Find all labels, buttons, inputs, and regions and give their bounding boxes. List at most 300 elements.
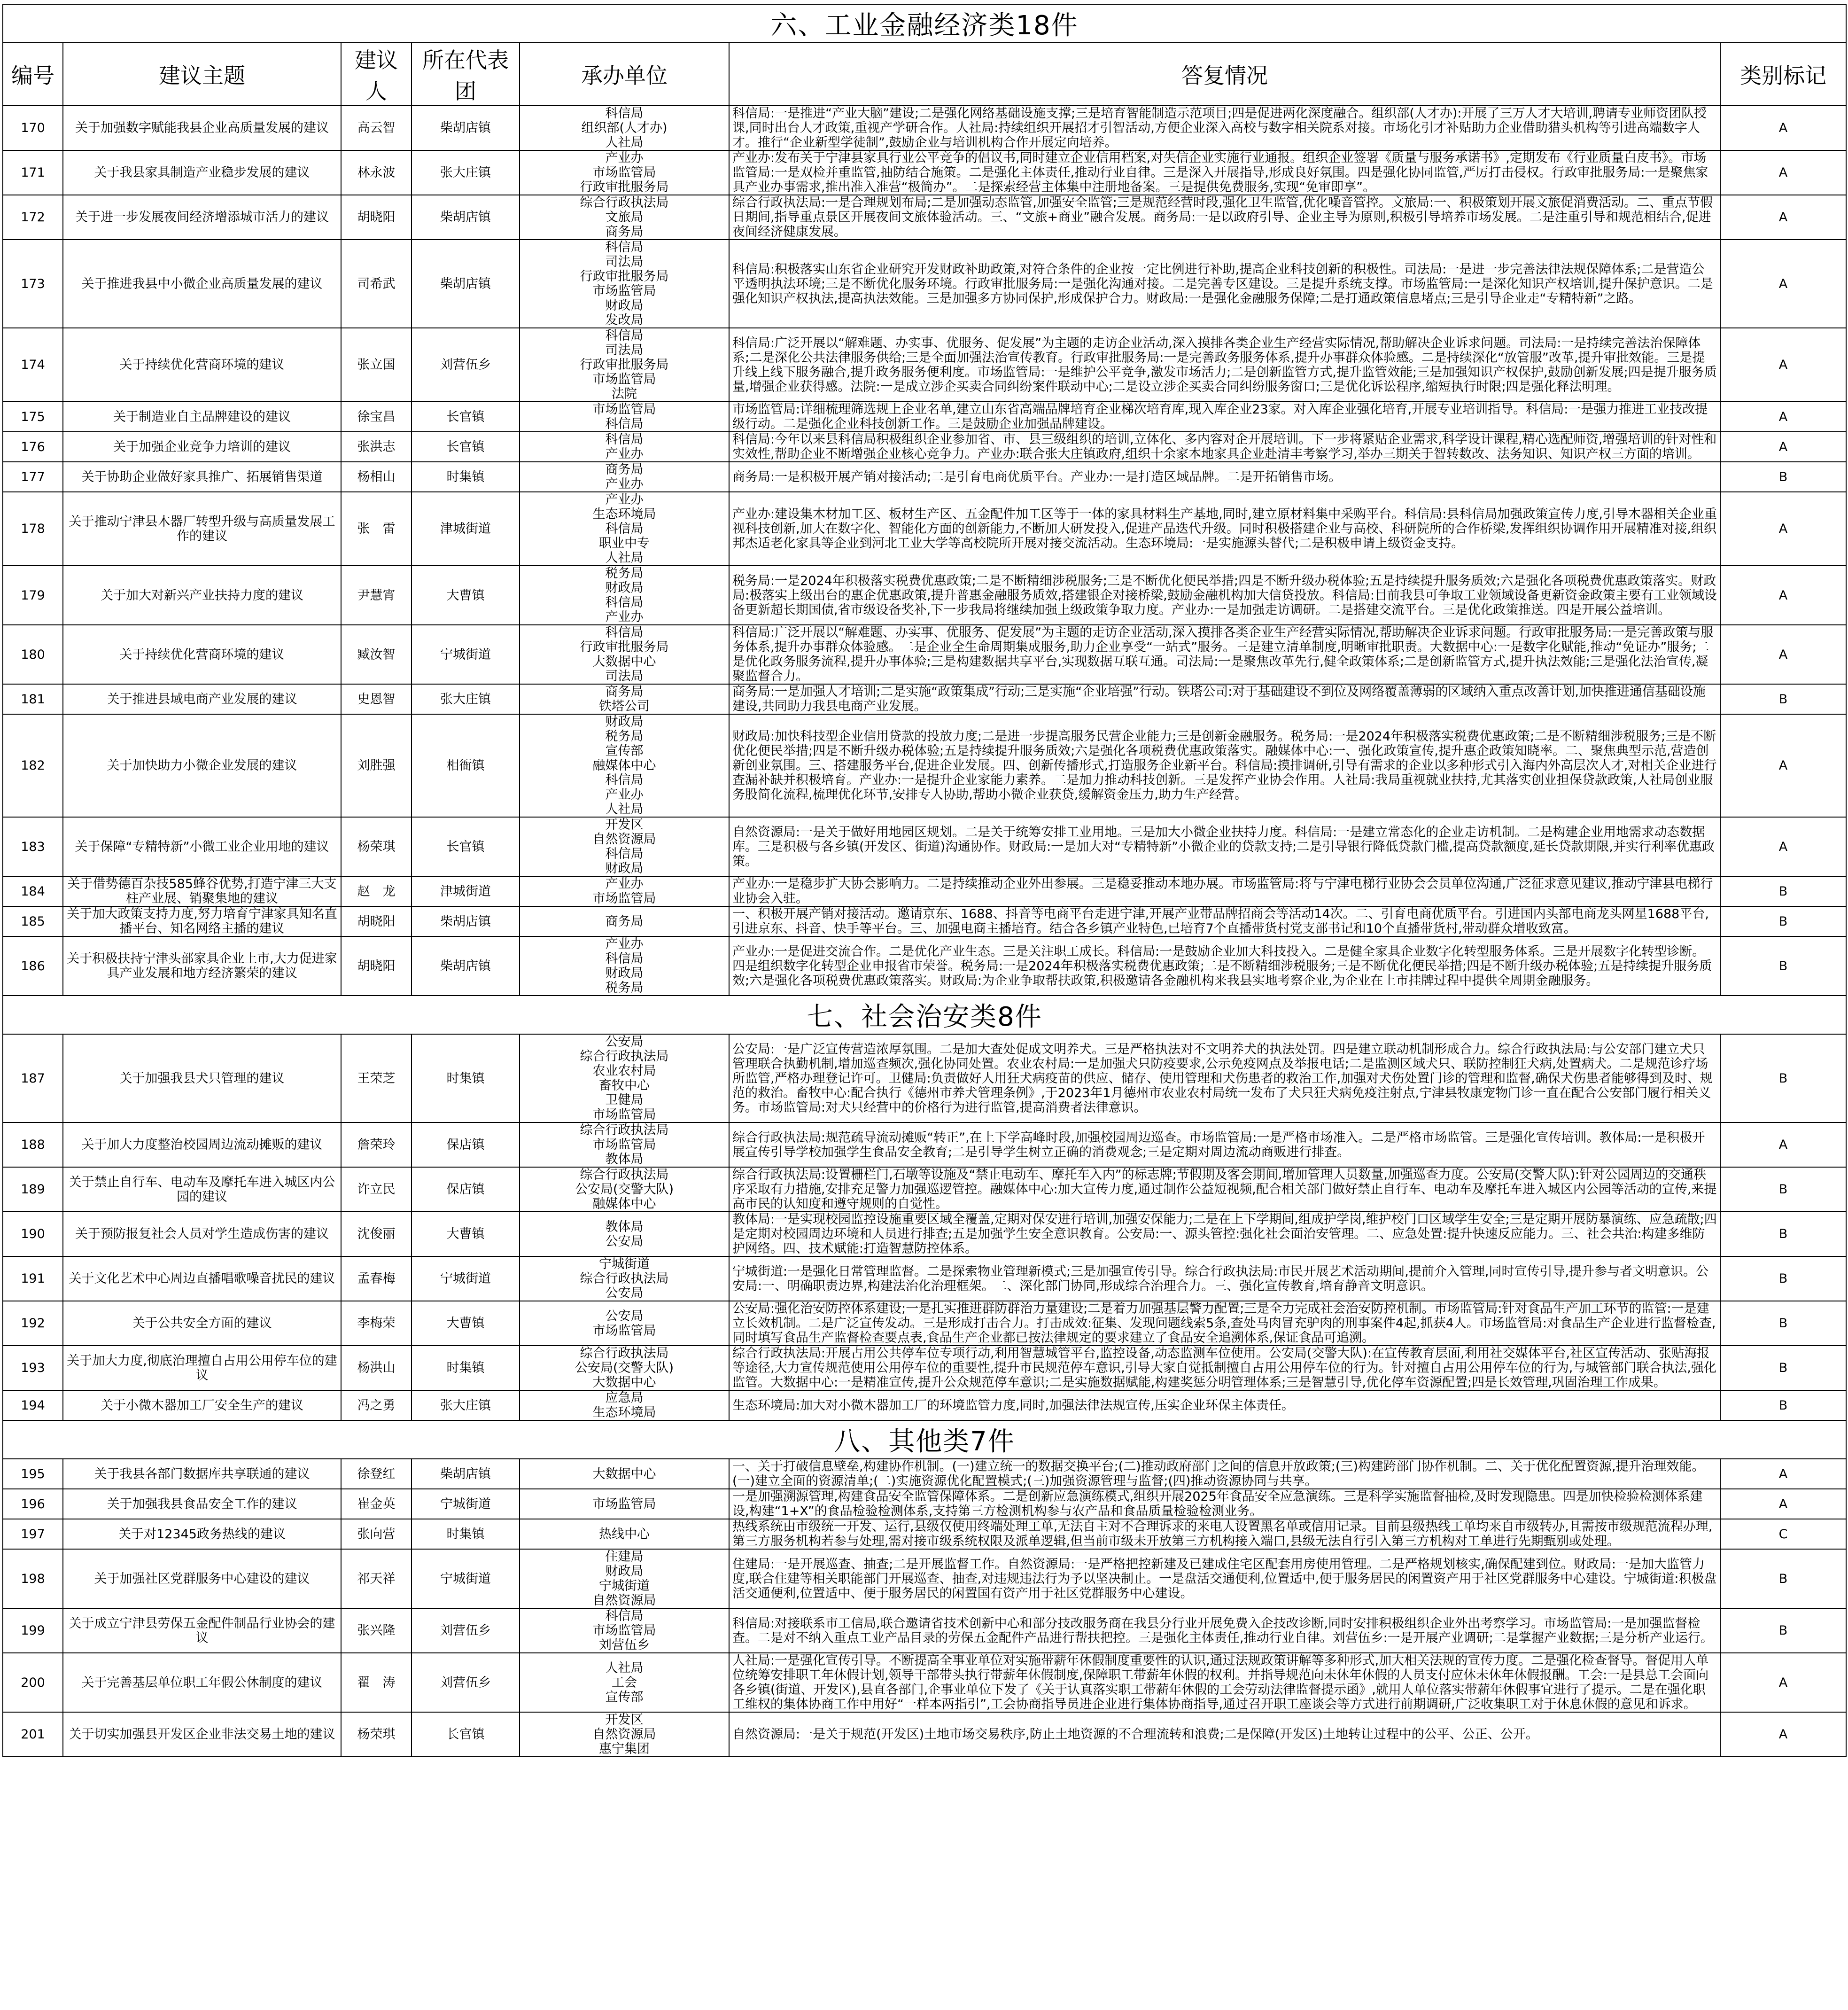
row-reply: 商务局:一是加强人才培训;二是实施“政策集成”行动;三是实施“企业培强”行动。铁塔公司:对于基础建设不到位及网络覆盖薄弱的区域纳入重点改善计划,加快推进通信基础设施建设,共同助力我县电商产业发展。 [729, 684, 1720, 714]
row-number: 171 [3, 150, 63, 195]
row-reply: 公安局:一是广泛宣传营造浓厚氛围。二是加大查处促成文明养犬。三是严格执法对不文明养犬的执法处罚。四是建立联动机制形成合力。综合行政执法局:与公安部门建立犬只管理联合执勤机制,增加巡查频次,强化协同处置。农业农村局:一是加强犬只防疫要求,公示免疫网点及举报电话;二是监测区域犬只、联防控制狂犬病,处置病犬。二是规范诊疗场所监管,严格办理登记许可。卫健局:负责做好人用狂犬病疫苗的供应、储存、使用管理和犬伤患者的救治工作,加强对犬伤处置门诊的管理和监督,确保犬伤患者能够得到及时、规范的救治。畜牧中心:配合执行《德州市养犬管理条例》,于2023年1月德州市农业农村局统一发布了犬只狂犬病免疫注射点,宁津县牧康宠物门诊一直在配合公安部门履行相关义务。市场监管局:对犬只经营中的价格行为进行监管,提高消费者法律意识。 [729, 1034, 1720, 1122]
row-delegation: 时集镇 [412, 1346, 520, 1390]
header-category: 类别标记 [1720, 43, 1846, 106]
row-topic: 关于加大力度整治校园周边流动摊贩的建议 [63, 1122, 341, 1167]
row-units [520, 1608, 729, 1653]
row-topic: 关于对12345政务热线的建议 [63, 1519, 341, 1549]
row-units [520, 106, 729, 150]
unit-name: 商务局 [605, 914, 644, 929]
row-number: 172 [3, 195, 63, 240]
unit-name: 大数据中心 [592, 1375, 656, 1390]
row-category: B [1720, 1034, 1846, 1122]
row-number: 199 [3, 1608, 63, 1653]
unit-name: 自然资源局 [592, 832, 656, 847]
row-number: 197 [3, 1519, 63, 1549]
row-topic: 关于加大力度,彻底治理擅自占用公用停车位的建议 [63, 1346, 341, 1390]
row-number: 196 [3, 1489, 63, 1519]
unit-name: 宣传部 [605, 1690, 644, 1705]
table-row [3, 1653, 1846, 1712]
row-number: 192 [3, 1301, 63, 1346]
table-row [3, 566, 1846, 625]
row-topic: 关于禁止自行车、电动车及摩托车进入城区内公园的建议 [63, 1167, 341, 1212]
unit-name: 市场监管局 [592, 402, 656, 417]
row-units [520, 566, 729, 625]
row-proposer: 徐宝昌 [341, 402, 412, 432]
row-number: 195 [3, 1459, 63, 1489]
row-number: 185 [3, 906, 63, 936]
header-delegation: 所在代表团 [412, 43, 520, 106]
row-topic: 关于我县各部门数据库共享联通的建议 [63, 1459, 341, 1489]
row-topic: 关于成立宁津县劳保五金配件制品行业协会的建议 [63, 1608, 341, 1653]
row-category: A [1720, 195, 1846, 240]
row-topic: 关于加大政策支持力度,努力培育宁津家具知名直播平台、知名网络主播的建议 [63, 906, 341, 936]
unit-name: 科信局 [605, 773, 644, 787]
row-delegation: 柴胡店镇 [412, 906, 520, 936]
unit-name: 产业办 [605, 477, 644, 491]
unit-name: 人社局 [605, 802, 644, 817]
unit-name: 市场监管局 [592, 284, 656, 298]
unit-name: 财政局 [605, 861, 644, 876]
row-topic: 关于切实加强县开发区企业非法交易土地的建议 [63, 1712, 341, 1757]
unit-name: 财政局 [605, 581, 644, 595]
unit-name: 自然资源局 [592, 1593, 656, 1608]
unit-name: 财政局 [605, 1564, 644, 1579]
unit-name: 科信局 [605, 522, 644, 536]
row-topic: 关于公共安全方面的建议 [63, 1301, 341, 1346]
unit-name: 畜牧中心 [599, 1078, 650, 1093]
row-delegation: 宁城街道 [412, 1256, 520, 1301]
table-row [3, 106, 1846, 150]
row-topic: 关于加强企业竞争力培训的建议 [63, 432, 341, 462]
unit-name: 组织部(人才办) [581, 121, 668, 135]
row-number: 194 [3, 1390, 63, 1420]
table-row [3, 684, 1846, 714]
row-number: 180 [3, 625, 63, 684]
table-row [3, 1301, 1846, 1346]
row-number: 201 [3, 1712, 63, 1757]
row-number: 186 [3, 936, 63, 996]
row-proposer: 赵 龙 [341, 876, 412, 906]
unit-name: 公安局 [605, 1234, 644, 1249]
unit-name: 宁城街道 [599, 1579, 650, 1593]
unit-name: 公安局(交警大队) [575, 1361, 674, 1375]
row-topic: 关于加强社区党群服务中心建设的建议 [63, 1549, 341, 1608]
row-units [520, 1549, 729, 1608]
row-topic: 关于完善基层单位职工年假公休制度的建议 [63, 1653, 341, 1712]
row-number: 178 [3, 492, 63, 566]
row-delegation: 刘营伍乡 [412, 328, 520, 402]
unit-name: 商务局 [605, 462, 644, 477]
unit-name: 财政局 [605, 715, 644, 729]
row-reply: 综合行政执法局:一是合理规划布局;二是加强动态监管,加强安全监管;三是规范经营时段,强化卫生监管,优化噪音管控。文旅局:一、积极策划开展文旅促消费活动。二、重点节假日期间,指导重点景区开展夜间文旅体验活动。三、“文旅+商业”融合发展。商务局:一是以政府引导、企业主导为原则,积极引导培养市场发展。二是注重引导和规范相结合,促进夜间经济健康发展。 [729, 195, 1720, 240]
proposal-table [2, 4, 1847, 1757]
unit-name: 司法局 [605, 669, 644, 684]
row-category: B [1720, 1390, 1846, 1420]
row-units [520, 714, 729, 817]
row-category: B [1720, 876, 1846, 906]
row-reply: 科信局:广泛开展以“解难题、办实事、优服务、促发展”为主题的走访企业活动,深入摸排各类企业生产经营实际情况,帮助解决企业诉求问题。行政审批服务局:一是完善政策与服务体系,提升办事群众体验感。二是企业全生命周期集成服务,助力企业享受“一站式”服务。三是建立清单制度,明晰审批职责。大数据中心:一是数字化赋能,推动“免证办”服务;二是优化政务服务流程,提升办事体验;三是构建数据共享平台,实现数据互联互通。司法局:一是聚焦改革先行,健全政策体系;二是创新监管方式,提升执法效能;三是强化法治宣传,凝聚监督合力。 [729, 625, 1720, 684]
unit-name: 科信局 [605, 432, 644, 447]
row-number: 184 [3, 876, 63, 906]
unit-name: 自然资源局 [592, 1727, 656, 1742]
row-category: C [1720, 1519, 1846, 1549]
table-row [3, 1256, 1846, 1301]
section-title-row [3, 996, 1846, 1034]
unit-name: 市场监管局 [592, 1323, 656, 1338]
row-topic: 关于协助企业做好家具推广、拓展销售渠道 [63, 462, 341, 492]
row-proposer: 徐登红 [341, 1459, 412, 1489]
header-row [3, 43, 1846, 106]
row-delegation: 长官镇 [412, 402, 520, 432]
unit-name: 应急局 [605, 1391, 644, 1405]
row-reply: 产业办:发布关于宁津县家具行业公平竞争的倡议书,同时建立企业信用档案,对失信企业实施行业通报。组织企业签署《质量与服务承诺书》,定期发布《行业质量白皮书》。市场监管局:一是双检并重监管,抽防结合施策。二是强化主体责任,推动行业自律。三是深入开展指导,形成良好氛围。四是强化协同监管,严厉打击侵权。行政审批服务局:一是聚焦家具产业办事需求,推出准入准营“极简办”。二是探索经营主体集中注册地备案。三是提供免费服务,实现“免审即享”。 [729, 150, 1720, 195]
row-number: 200 [3, 1653, 63, 1712]
row-number: 177 [3, 462, 63, 492]
row-proposer: 沈俊丽 [341, 1212, 412, 1256]
row-proposer: 杨相山 [341, 462, 412, 492]
row-number: 193 [3, 1346, 63, 1390]
unit-name: 农业农村局 [592, 1064, 656, 1078]
unit-name: 人社局 [605, 551, 644, 565]
row-number: 174 [3, 328, 63, 402]
unit-name: 商务局 [605, 685, 644, 699]
row-number: 181 [3, 684, 63, 714]
row-reply: 公安局:强化治安防控体系建设;一是扎实推进群防群治力量建设;二是着力加强基层警力配置;三是全力完成社会治安防控机制。市场监管局:针对食品生产加工环节的监管:一是建立长效机制。二是广泛宣传发动。三是形成打击合力。打击成效:征集、发现问题线索5条,查处马肉冒充驴肉的刑事案件4起,抓获4人。市场监管局:对食品生产企业进行监督检查,同时填写食品生产监督检查要点表,食品生产企业都已按法律规定的要求建立了食品安全追溯体系,保证食品可追溯。 [729, 1301, 1720, 1346]
row-units [520, 1489, 729, 1519]
row-number: 179 [3, 566, 63, 625]
unit-name: 公安局 [605, 1286, 644, 1301]
unit-name: 发改局 [605, 313, 644, 327]
row-category: A [1720, 1459, 1846, 1489]
unit-name: 科信局 [605, 240, 644, 255]
row-units [520, 1390, 729, 1420]
unit-name: 惠宁集团 [599, 1742, 650, 1756]
row-number: 191 [3, 1256, 63, 1301]
row-reply: 一是加强溯源管理,构建食品安全监管保障体系。二是创新应急演练模式,组织开展2025年食品安全应急演练。三是科学实施监督抽检,及时发现隐患。四是加快检验检测体系建设,构建“1+X”的食品检验检测体系,支持第三方检测机构参与农产品和食品质量检验检测业务。 [729, 1489, 1720, 1519]
row-category: A [1720, 566, 1846, 625]
unit-name: 科信局 [605, 951, 644, 966]
unit-name: 开发区 [605, 1713, 644, 1727]
row-category: A [1720, 817, 1846, 876]
unit-name: 铁塔公司 [599, 699, 650, 714]
table-row [3, 714, 1846, 817]
row-delegation: 长官镇 [412, 432, 520, 462]
row-topic: 关于积极扶持宁津头部家具企业上市,大力促进家具产业发展和地方经济繁荣的建议 [63, 936, 341, 996]
row-reply: 科信局:积极落实山东省企业研究开发财政补助政策,对符合条件的企业按一定比例进行补助,提高企业科技创新的积极性。司法局:一是进一步完善法律法规保障体系;二是营造公平透明执法环境;三是不断优化服务环境。行政审批服务局:一是强化沟通对接。二是完善专区建设。三是提升系统支撑。市场监管局:一是深化知识产权培训,提升保护意识。二是强化知识产权执法,提高执法效能。三是加强多方协同保护,形成保护合力。财政局:一是强化金融服务保障;二是打通政策信息堵点;三是引导企业走“专精特新”之路。 [729, 240, 1720, 328]
unit-name: 综合行政执法局 [580, 195, 669, 210]
row-reply: 自然资源局:一是关于规范(开发区)土地市场交易秩序,防止土地资源的不合理流转和浪费;二是保障(开发区)土地转让过程中的公平、公正、公开。 [729, 1712, 1720, 1757]
row-delegation: 宁城街道 [412, 1549, 520, 1608]
unit-name: 产业办 [605, 937, 644, 951]
section-title-row [3, 4, 1846, 43]
unit-name: 科信局 [605, 625, 644, 640]
table-row [3, 1390, 1846, 1420]
unit-name: 财政局 [605, 298, 644, 313]
row-category: B [1720, 462, 1846, 492]
table-row [3, 625, 1846, 684]
table-row [3, 1608, 1846, 1653]
unit-name: 产业办 [605, 877, 644, 891]
row-category: B [1720, 1256, 1846, 1301]
row-proposer: 李梅荣 [341, 1301, 412, 1346]
unit-name: 公安局 [605, 1309, 644, 1324]
unit-name: 产业办 [605, 447, 644, 461]
row-reply: 生态环境局:加大对小微木器加工厂的环境监管力度,同时,加强法律法规宣传,压实企业环保主体责任。 [729, 1390, 1720, 1420]
unit-name: 产业办 [605, 151, 644, 165]
row-reply: 科信局:一是推进“产业大脑”建设;二是强化网络基础设施支撑;三是培育智能制造示范项目;四是促进两化深度融合。组织部(人才办):开展了三万人才大培训,聘请专业师资团队授课,同时出台人才政策,重视产学研合作。人社局:持续组织开展招才引智活动,方便企业深入高校与数字相关院系对接。市场化引才补贴助力企业借助猎头机构等引进高端数字人才。推行“企业新型学徒制”,鼓励企业与培训机构合作开展定向培养。 [729, 106, 1720, 150]
row-topic: 关于我县家具制造产业稳步发展的建议 [63, 150, 341, 195]
row-category: A [1720, 150, 1846, 195]
row-reply: 产业办:建设集木材加工区、板材生产区、五金配件加工区等于一体的家具材料生产基地,同时,建立原材料集中采购平台。科信局:县科信局加强政策宣传力度,引导木器相关企业重视科技创新,加大在数字化、智能化方面的创新能力,不断加大研发投入,促进产品迭代升级。同时积极搭建企业与高校、科研院所的合作桥梁,发挥组织协调作用开展精准对接,组织邦杰适老化家具等企业到河北工业大学等高校院所开展对接交流活动。生态环境局:一是实施源头替代;二是积极申请上级资金支持。 [729, 492, 1720, 566]
row-number: 198 [3, 1549, 63, 1608]
row-category: A [1720, 402, 1846, 432]
unit-name: 市场监管局 [592, 1137, 656, 1152]
row-proposer: 臧汝智 [341, 625, 412, 684]
row-category: A [1720, 1712, 1846, 1757]
row-delegation: 时集镇 [412, 1034, 520, 1122]
row-units [520, 328, 729, 402]
row-delegation: 保店镇 [412, 1167, 520, 1212]
row-delegation: 刘营伍乡 [412, 1653, 520, 1712]
table-row [3, 1034, 1846, 1122]
row-category: A [1720, 714, 1846, 817]
unit-name: 刘营伍乡 [599, 1638, 650, 1652]
row-topic: 关于制造业自主品牌建设的建议 [63, 402, 341, 432]
row-delegation: 柴胡店镇 [412, 936, 520, 996]
row-reply: 产业办:一是稳步扩大协会影响力。二是持续推动企业外出参展。三是稳妥推动本地办展。市场监管局:将与宁津电梯行业协会会员单位沟通,广泛征求意见建议,推动宁津县电梯行业协会入驻。 [729, 876, 1720, 906]
row-number: 175 [3, 402, 63, 432]
row-proposer: 史恩智 [341, 684, 412, 714]
row-delegation: 张大庄镇 [412, 684, 520, 714]
unit-name: 文旅局 [605, 210, 644, 225]
row-delegation: 大曹镇 [412, 1301, 520, 1346]
row-units [520, 1301, 729, 1346]
row-units [520, 462, 729, 492]
unit-name: 税务局 [605, 981, 644, 995]
row-reply: 综合行政执法局:规范疏导流动摊贩“转正”,在上下学高峰时段,加强校园周边巡查。市场监管局:一是严格市场准入。二是严格市场监管。三是强化宣传培训。教体局:一是积极开展宣传引导学校加强学生食品安全教育;二是引导学生树立正确的消费观念;三是定期对周边流动商贩进行排查。 [729, 1122, 1720, 1167]
row-delegation: 时集镇 [412, 462, 520, 492]
row-units [520, 150, 729, 195]
row-proposer: 杨荣琪 [341, 1712, 412, 1757]
header-units: 承办单位 [520, 43, 729, 106]
row-topic: 关于文化艺术中心周边直播唱歌噪音扰民的建议 [63, 1256, 341, 1301]
table-row [3, 492, 1846, 566]
unit-name: 教体局 [605, 1152, 644, 1167]
row-category: A [1720, 1122, 1846, 1167]
unit-name: 司法局 [605, 343, 644, 358]
row-reply: 产业办:一是促进交流合作。二是优化产业生态。三是关注职工成长。科信局:一是鼓励企业加大科技投入。二是健全家具企业数字化转型服务体系。三是开展数字化转型诊断。四是组织数字化转型企业申报省市荣誉。税务局:一是2024年积极落实税费优惠政策;二是不断精细涉税服务;三是不断优化便民举措;四是不断升级办税体验;五是持续提升服务质效;六是强化各项税费优惠政策落实。财政局:为企业争取帮扶政策,积极邀请各金融机构来我县实地考察企业,为企业在上市挂牌过程中提供全周期金融服务。 [729, 936, 1720, 996]
unit-name: 人社局 [605, 1660, 644, 1675]
unit-name: 大数据中心 [592, 654, 656, 669]
row-proposer: 杨洪山 [341, 1346, 412, 1390]
row-proposer: 许立民 [341, 1167, 412, 1212]
row-delegation: 津城街道 [412, 876, 520, 906]
row-category: B [1720, 1346, 1846, 1390]
row-units [520, 1712, 729, 1757]
unit-name: 市场监管局 [592, 165, 656, 180]
row-reply: 科信局:对接联系市工信局,联合邀请省技术创新中心和部分技改服务商在我县分行业开展免费入企技改诊断,同时安排积极组织企业外出考察学习。市场监管局:一是加强监督检查。二是对不纳入重点工业产品目录的劳保五金配件产品进行帮扶把控。三是强化主体责任,推动行业自律。刘营伍乡:一是开展产业调研;二是掌握产业数据;三是分析产业运行。 [729, 1608, 1720, 1653]
row-reply: 住建局:一是开展巡查、抽查;二是开展监督工作。自然资源局:一是严格把控新建及已建成住宅区配套用房使用管理。二是严格规划核实,确保配建到位。财政局:一是加大监管力度,联合住建等相关职能部门开展巡查、抽查,对违规违法行为予以坚决制止。一是盘活交通便利,位置适中,便于服务居民的闲置资产用于社区党群服务中心建设。宁城街道:积极盘活交通便利,位置适中、便于服务居民的闲置国有资产用于社区党群服务中心建设。 [729, 1549, 1720, 1608]
row-units [520, 1122, 729, 1167]
unit-name: 大数据中心 [592, 1466, 656, 1481]
row-topic: 关于预防报复社会人员对学生造成伤害的建议 [63, 1212, 341, 1256]
unit-name: 开发区 [605, 818, 644, 832]
row-category: B [1720, 936, 1846, 996]
table-row [3, 1212, 1846, 1256]
row-topic: 关于借势德百杂技585蜂谷优势,打造宁津三大支柱产业展、销聚集地的建议 [63, 876, 341, 906]
row-category: A [1720, 106, 1846, 150]
row-reply: 科信局:今年以来县科信局积极组织企业参加省、市、县三级组织的培训,立体化、多内容对企开展培训。下一步将紧贴企业需求,科学设计课程,精心选配师资,增强培训的针对性和实效性,帮助企业不断增强企业核心竞争力。产业办:联合张大庄镇政府,组织十余家本地家具企业赴清丰考察学习,举办三期关于智转数改、法务知识、知识产权三方面的培训。 [729, 432, 1720, 462]
row-proposer: 崔金英 [341, 1489, 412, 1519]
row-delegation: 津城街道 [412, 492, 520, 566]
row-topic: 关于加强我县犬只管理的建议 [63, 1034, 341, 1122]
table-row [3, 402, 1846, 432]
row-number: 173 [3, 240, 63, 328]
row-category: A [1720, 625, 1846, 684]
table-row [3, 1712, 1846, 1757]
row-number: 182 [3, 714, 63, 817]
row-category: B [1720, 1549, 1846, 1608]
unit-name: 税务局 [605, 729, 644, 744]
unit-name: 宣传部 [605, 744, 644, 758]
unit-name: 产业办 [605, 610, 644, 624]
row-units [520, 240, 729, 328]
row-category: A [1720, 432, 1846, 462]
unit-name: 科信局 [605, 847, 644, 861]
row-reply: 综合行政执法局:开展占用公共停车位专项行动,利用智慧城管平台,监控设备,动态监测车位使用。公安局(交警大队):在宣传教育层面,利用社交媒体平台,社区宣传活动、张贴海报等途径,大力宣传规范使用公用停车位的重要性,提升市民规范停车意识,引导大家自觉抵制擅自占用公用停车位的行为。针对擅自占用公用停车位的行为,与城管部门联合执法,强化监管。大数据中心:一是精准宣传,提升公众规范停车意识;二是实施数据赋能,构建奖惩分明管理体系;三是智慧引导,优化停车资源配置;四是长效管理,巩固治理工作成果。 [729, 1346, 1720, 1390]
row-units [520, 876, 729, 906]
section-title: 七、社会治安类8件 [3, 996, 1846, 1034]
unit-name: 司法局 [605, 255, 644, 269]
row-number: 187 [3, 1034, 63, 1122]
table-row [3, 817, 1846, 876]
row-topic: 关于加强我县食品安全工作的建议 [63, 1489, 341, 1519]
row-number: 190 [3, 1212, 63, 1256]
section-title-row [3, 1420, 1846, 1459]
table-row [3, 906, 1846, 936]
row-category: A [1720, 240, 1846, 328]
unit-name: 科信局 [605, 106, 644, 121]
section-title: 六、工业金融经济类18件 [3, 4, 1846, 43]
table-row [3, 240, 1846, 328]
row-proposer: 祁天祥 [341, 1549, 412, 1608]
row-proposer: 张洪志 [341, 432, 412, 462]
row-delegation: 大曹镇 [412, 566, 520, 625]
row-units [520, 1034, 729, 1122]
unit-name: 住建局 [605, 1550, 644, 1564]
unit-name: 生态环境局 [592, 507, 656, 522]
unit-name: 市场监管局 [592, 891, 656, 906]
row-proposer: 孟春梅 [341, 1256, 412, 1301]
row-units [520, 1459, 729, 1489]
unit-name: 行政审批服务局 [580, 358, 669, 372]
row-proposer: 詹荣玲 [341, 1122, 412, 1167]
row-topic: 关于持续优化营商环境的建议 [63, 625, 341, 684]
row-delegation: 柴胡店镇 [412, 106, 520, 150]
row-proposer: 刘胜强 [341, 714, 412, 817]
row-topic: 关于保障“专精特新”小微工业企业用地的建议 [63, 817, 341, 876]
unit-name: 产业办 [605, 492, 644, 507]
row-reply: 市场监管局:详细梳理筛选规上企业名单,建立山东省高端品牌培育企业梯次培育库,现入库企业23家。对入库企业强化培育,开展专业培训指导。科信局:一是强力推进工业技改提级行动。二是强化企业科技创新工作。三是鼓励企业加强品牌建设。 [729, 402, 1720, 432]
unit-name: 科信局 [605, 328, 644, 343]
header-reply: 答复情况 [729, 43, 1720, 106]
row-units [520, 906, 729, 936]
row-category: B [1720, 1608, 1846, 1653]
unit-name: 融媒体中心 [592, 758, 656, 773]
row-proposer: 高云智 [341, 106, 412, 150]
row-category: A [1720, 328, 1846, 402]
row-topic: 关于推动宁津县木器厂转型升级与高质量发展工作的建议 [63, 492, 341, 566]
row-units [520, 936, 729, 996]
row-proposer: 张 雷 [341, 492, 412, 566]
row-topic: 关于加快助力小微企业发展的建议 [63, 714, 341, 817]
row-reply: 科信局:广泛开展以“解难题、办实事、优服务、促发展”为主题的走访企业活动,深入摸排各类企业生产经营实际情况,帮助解决企业诉求问题。司法局:一是持续完善法治保障体系;二是深化公共法律服务供给;三是全面加强法治宣传教育。行政审批服务局:一是完善政务服务体系,提升办事群众体验感。二是持续深化“放管服”改革,提升审批效能。三是提升线上线下服务融合,提升政务服务便利度。市场监管局:一是维护公平竞争,激发市场活力;二是创新监管方式,提升监管效能;三是加强知识产权保护,鼓励创新发展;四是提升服务质量,增强企业获得感。法院:一是成立涉企买卖合同纠纷案件联动中心;二是设立涉企买卖合同纠纷服务窗口;三是优化诉讼程序,缩短执行时限;四是强化释法明理。 [729, 328, 1720, 402]
unit-name: 职业中专 [599, 536, 650, 551]
row-delegation: 柴胡店镇 [412, 1459, 520, 1489]
unit-name: 科信局 [605, 417, 644, 431]
unit-name: 教体局 [605, 1219, 644, 1234]
row-proposer: 林永波 [341, 150, 412, 195]
unit-name: 综合行政执法局 [580, 1123, 669, 1137]
row-topic: 关于推进县域电商产业发展的建议 [63, 684, 341, 714]
unit-name: 宁城街道 [599, 1257, 650, 1271]
row-number: 170 [3, 106, 63, 150]
row-units [520, 402, 729, 432]
row-reply: 人社局:一是强化宣传引导。不断提高全事业单位对实施带薪年休假制度重要性的认识,通过法规政策讲解等多种形式,加大相关法规的宣传力度。二是强化检查督导。督促用人单位统筹安排职工年休假计划,领导干部带头执行带薪年休假制度,保障职工带薪年休假的权利。并指导规范向未休年休假的人员支付应休未休年休假报酬。工会:一是县总工会面向各乡镇(街道、开发区),县直各部门,企事业单位下发了《关于认真落实职工带薪年休假的工会劳动法律监督提示函》,就用人单位落实带薪年休假事宜进行了提示。二是在强化职工维权的集体协商工作中用好“一样本两指引”,工会协商指导员进企业进行集体协商指导,通过召开职工座谈会等方式进行前期调研,广泛收集职工对于休息休假的意见和诉求。 [729, 1653, 1720, 1712]
table-row [3, 876, 1846, 906]
row-topic: 关于推进我县中小微企业高质量发展的建议 [63, 240, 341, 328]
unit-name: 综合行政执法局 [580, 1271, 669, 1286]
row-proposer: 胡晓阳 [341, 936, 412, 996]
unit-name: 科信局 [605, 1609, 644, 1623]
row-category: A [1720, 1489, 1846, 1519]
row-units [520, 1167, 729, 1212]
unit-name: 行政审批服务局 [580, 269, 669, 284]
row-number: 189 [3, 1167, 63, 1212]
unit-name: 市场监管局 [592, 372, 656, 387]
row-reply: 教体局:一是实现校园监控设施重要区域全覆盖,定期对保安进行培训,加强安保能力;二是在上下学期间,组成护学岗,维护校门口区域学生安全;三是定期开展防暴演练、应急疏散;四是定期对校园周边环境和人员进行排查;五是加强学生安全意识教育。公安局:一、源头管控:强化社会面治安管理。二、应急处置:提升快速反应能力。三、社会共治:构建多维防护网络。四、技术赋能:打造智慧防控体系。 [729, 1212, 1720, 1256]
row-category: B [1720, 1167, 1846, 1212]
table-row [3, 936, 1846, 996]
header-number: 编号 [3, 43, 63, 106]
unit-name: 公安局(交警大队) [575, 1182, 674, 1197]
unit-name: 市场监管局 [592, 1623, 656, 1638]
row-topic: 关于小微木器加工厂安全生产的建议 [63, 1390, 341, 1420]
unit-name: 综合行政执法局 [580, 1346, 669, 1361]
row-delegation: 宁城街道 [412, 1489, 520, 1519]
row-reply: 热线系统由市级统一开发、运行,县级仅使用终端处理工单,无法自主对不合理诉求的来电人设置黑名单或信用记录。目前县级热线工单均来自市级转办,且需按市级规范流程办理,第三方服务机构若参与处理,需对接市级系统权限及派单逻辑,但当前市级未开放第三方机构接入端口,县级无法自行引入第三方机构对工单进行先期甄别或处理。 [729, 1519, 1720, 1549]
row-topic: 关于加大对新兴产业扶持力度的建议 [63, 566, 341, 625]
table-row [3, 1519, 1846, 1549]
table-row [3, 150, 1846, 195]
row-reply: 一、关于打破信息壁垒,构建协作机制。(一)建立统一的数据交换平台;(二)推动政府部门之间的信息开放政策;(三)构建跨部门协作机制。二、关于优化配置资源,提升治理效能。(一)建立全面的资源清单;(二)实施资源优化配置模式;(三)加强资源管理与监督;(四)推动资源协同与共享。 [729, 1459, 1720, 1489]
unit-name: 市场监管局 [592, 1496, 656, 1511]
row-proposer: 张向营 [341, 1519, 412, 1549]
row-units [520, 1653, 729, 1712]
table-row [3, 1122, 1846, 1167]
table-row [3, 328, 1846, 402]
row-proposer: 王荣芝 [341, 1034, 412, 1122]
row-units [520, 1256, 729, 1301]
section-title: 八、其他类7件 [3, 1420, 1846, 1459]
row-proposer: 张兴隆 [341, 1608, 412, 1653]
unit-name: 生态环境局 [592, 1405, 656, 1420]
table-row [3, 195, 1846, 240]
unit-name: 法院 [612, 387, 637, 401]
row-reply: 自然资源局:一是关于做好用地园区规划。二是关于统筹安排工业用地。三是加大小微企业扶持力度。科信局:一是建立常态化的企业走访机制。二是构建企业用地需求动态数据库。三是积极与各乡镇(开发区、街道)沟通协作。财政局:一是加大对“专精特新”小微企业的贷款支持;二是引导银行降低贷款门槛,提高贷款额度,延长贷款期限,并实行利率优惠政策。 [729, 817, 1720, 876]
row-delegation: 相衙镇 [412, 714, 520, 817]
unit-name: 市场监管局 [592, 1107, 656, 1122]
